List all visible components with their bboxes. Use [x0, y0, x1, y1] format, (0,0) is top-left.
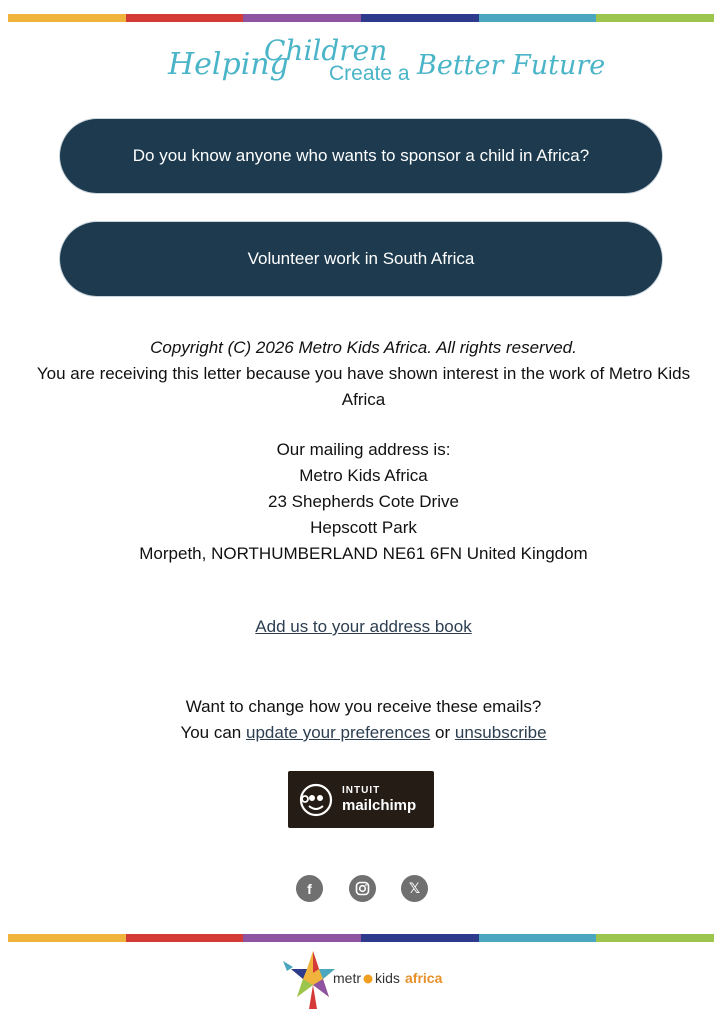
stripe-segment: [596, 934, 714, 942]
x-twitter-icon[interactable]: [401, 875, 428, 902]
unsubscribe-link[interactable]: unsubscribe: [454, 723, 547, 742]
header-tagline: [0, 30, 727, 100]
you-can-text: You can: [180, 723, 242, 742]
mailchimp-wordmark: [342, 786, 416, 813]
sponsor-child-label: Do you know anyone who wants to sponsor a child in Africa?: [132, 146, 590, 165]
volunteer-work-button[interactable]: [60, 222, 662, 296]
stripe-segment: [479, 934, 597, 942]
mailing-address: [30, 437, 697, 567]
address-line: Metro Kids Africa: [299, 466, 428, 485]
facebook-icon[interactable]: [296, 875, 323, 902]
logo-africa-text: africa: [405, 970, 443, 986]
top-color-stripe: [8, 14, 714, 22]
stripe-segment: [596, 14, 714, 22]
social-links: [296, 875, 428, 902]
preferences-block: [0, 694, 727, 746]
stripe-segment: [126, 934, 244, 942]
instagram-glyph: [355, 881, 370, 896]
change-emails-text: Want to change how you receive these emails?: [185, 697, 542, 716]
tagline-better-future: Better Future: [416, 50, 605, 81]
stripe-segment: [243, 14, 361, 22]
logo-kids-text: kids: [375, 970, 400, 986]
instagram-icon[interactable]: [349, 875, 376, 902]
logo-metro-text: metr: [333, 970, 361, 986]
preferences-row: [0, 720, 727, 746]
mailchimp-badge[interactable]: [288, 771, 434, 828]
intuit-text: INTUIT: [342, 785, 381, 796]
stripe-segment: [243, 934, 361, 942]
stripe-segment: [361, 934, 479, 942]
update-preferences-link[interactable]: update your preferences: [246, 723, 431, 742]
mailchimp-monkey-icon: [298, 782, 334, 818]
mailing-heading: Our mailing address is:: [276, 440, 451, 459]
tagline-create-a: Create a: [328, 62, 410, 85]
address-line: Morpeth, NORTHUMBERLAND NE61 6FN United Kingdom: [139, 544, 588, 563]
stripe-segment: [126, 14, 244, 22]
volunteer-work-label: Volunteer work in South Africa: [247, 249, 475, 268]
stripe-segment: [361, 14, 479, 22]
tagline-helping: Helping: [167, 47, 289, 82]
copyright-text: Copyright (C) 2026 Metro Kids Africa. All rights reserved.: [150, 338, 577, 357]
star-logo-icon: [283, 951, 335, 1009]
stripe-segment: [479, 14, 597, 22]
reason-text: You are receiving this letter because you have shown interest in the work of Metro Kids Africa: [36, 364, 691, 409]
x-glyph: 𝕏: [408, 880, 421, 896]
stripe-segment: [8, 934, 126, 942]
stripe-segment: [8, 14, 126, 22]
sponsor-child-button[interactable]: [60, 119, 662, 193]
bottom-color-stripe: [8, 934, 714, 942]
or-text: or: [435, 723, 451, 742]
tagline-children: Children: [263, 34, 387, 67]
metro-kids-africa-logo: [283, 947, 453, 1013]
add-address-book-link[interactable]: Add us to your address book: [255, 617, 472, 636]
logo-o-dot: [364, 975, 373, 984]
mailchimp-text: mailchimp: [342, 797, 417, 814]
address-line: Hepscott Park: [310, 518, 417, 537]
facebook-glyph: f: [307, 880, 312, 897]
address-book-row: [0, 617, 727, 637]
address-line: 23 Shepherds Cote Drive: [268, 492, 459, 511]
